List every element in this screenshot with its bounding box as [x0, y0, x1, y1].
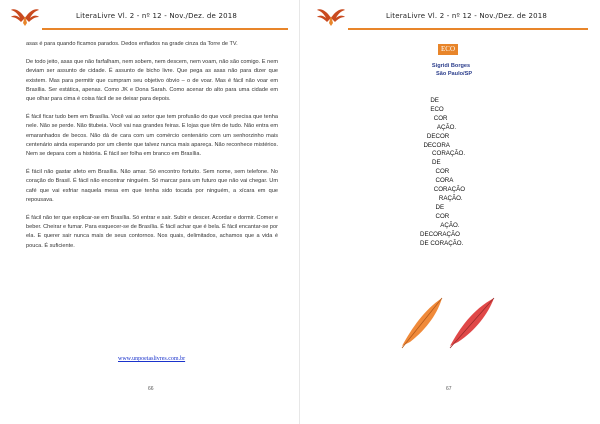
- paragraph: É fácil não ter que explicar-se em Brasília. Só entrar e sair. Subir e descer. Acordar e dormir. Comer e beber. Cheirar e fumar. Para esquecer-se de Brasília. É fácil achar que é bela. É fácil encantar-se por ela. E querer sair nunca mais de seus contornos. Nos quais, delimitados, achamos que a vida é pouca. É suficiente.: [26, 215, 278, 249]
- poem: [420, 97, 465, 248]
- feather-icon: [402, 298, 442, 348]
- poem-line: AÇÃO.: [420, 123, 457, 131]
- poem-line: CORAÇÃO: [420, 186, 466, 194]
- poem-line: DE: [420, 203, 445, 211]
- poem-line: DE: [420, 97, 439, 104]
- right-page: [300, 0, 600, 424]
- paragraph: De todo jeito, asas que não farfalham, nem sobem, nem descem, nem voam, não são comigo. E nem deviam ser assunto de cidade. É assunto de bicho livre. Que pega as asas não para dizer que existem. Mas para permitir que cumpram seu objetivo óbvio – o de voar. Mas é fácil não voar em Brasília. Ser estática, apenas. Como JK e Dona Sarah. Como acenar do alto para uma cidade em que olhar para cima é coisa fácil de se deixar para depois.: [26, 59, 278, 103]
- eagle-wings-icon: [10, 6, 40, 28]
- header-rule: [348, 28, 588, 30]
- poem-line: COR: [420, 114, 448, 122]
- header-rule: [42, 28, 288, 30]
- poem-line: ECO: [420, 105, 444, 113]
- poem-line: DECORAÇÃO: [420, 230, 460, 238]
- page-number: 66: [148, 386, 154, 392]
- poem-line: DE CORAÇÃO.: [420, 239, 464, 247]
- eagle-wings-icon: [316, 6, 346, 28]
- feather-icon: [450, 298, 494, 348]
- website-link[interactable]: www.unpoetaslivres.com.br: [118, 356, 186, 362]
- page-header: [308, 6, 592, 28]
- author-place: São Paulo/SP: [436, 71, 473, 77]
- poem-line: DECOR: [420, 132, 450, 140]
- poem-line: CORAÇÃO.: [420, 150, 466, 158]
- poem-line: COR: [420, 212, 450, 220]
- page-header: [8, 6, 292, 28]
- poem-line: CORA: [420, 177, 454, 185]
- author-name: Sigridi Borges: [431, 63, 471, 69]
- header-title: LiteraLivre Vl. 2 - nº 12 - Nov./Dez. de 2018: [76, 12, 238, 20]
- paragraph: É fácil ficar tudo bem em Brasília. Você vai ao setor que tem profusão do que você precisa que tenha nele. Não se perde. Não titubeia. Você vai nas grandes feiras. E lojas que têm de tudo. Não entra em emaranhados de becos. Não dá de cara com um comércio centenário com um senhorzinho mais centenário ainda esperando por um cliente que talvez nunca mais apareça. Não reconhece mistérios. Nem se depara com a história. É fácil ser folha em branco em Brasília.: [26, 114, 278, 158]
- paragraph: É fácil não gastar afeto em Brasília. Não amar. Só encontro fortuito. Sem nome, sem telefone. No coração do Brasil. É fácil não encontrar ninguém. Só marcar para um futuro que não vai chegar. Um café que vai esfriar naquela mesa em que tenha sido tocada por ninguém, a xícara em que repousava.: [26, 169, 278, 203]
- article-body: [26, 40, 278, 260]
- section-badge: ECO: [438, 44, 458, 55]
- poem-line: COR: [420, 168, 450, 176]
- header-title: LiteraLivre Vl. 2 - nº 12 - Nov./Dez. de 2018: [386, 12, 548, 20]
- paragraph: asas é para quando ficamos parados. Dedos enfiados na grade cinza da Torre de TV.: [26, 41, 238, 47]
- poem-line: DECORA: [420, 141, 450, 149]
- poem-line: AÇÃO.: [420, 221, 460, 229]
- feathers-illustration: [398, 292, 508, 350]
- author-block: [430, 62, 472, 78]
- page-number: 67: [446, 386, 452, 392]
- poem-line: RAÇÃO.: [420, 194, 463, 202]
- poem-line: DE: [420, 159, 441, 167]
